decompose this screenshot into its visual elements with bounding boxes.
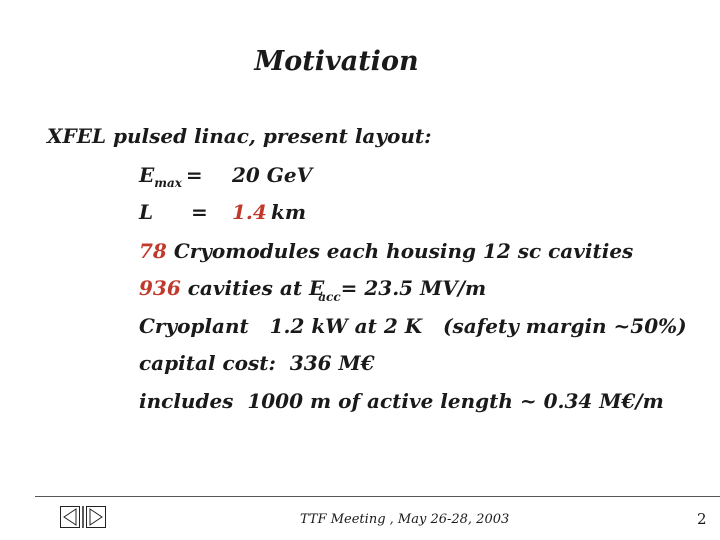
nav-prev-icon[interactable] [61, 507, 80, 528]
emax-equals: = [185, 163, 203, 187]
emax-value: 20 GeV [232, 163, 313, 187]
slide-title: Motivation [254, 46, 419, 77]
footer-meeting-info: TTF Meeting , May 26-28, 2003 [300, 512, 510, 527]
length-line [139, 200, 307, 224]
length-label: L [139, 200, 154, 224]
emax-label: E [139, 163, 155, 187]
cavities-count: 936 [139, 276, 181, 300]
active-length-line: includes 1000 m of active length ~ 0.34 M€/m [139, 389, 664, 413]
nav-next-icon[interactable] [87, 507, 106, 528]
cavities-text: cavities at E [187, 276, 325, 300]
cryomodules-text: Cryomodules each housing 12 sc cavities [173, 239, 634, 263]
emax-subscript: max [154, 176, 182, 190]
cavities-gradient: = 23.5 MV/m [340, 276, 487, 300]
emax-line [139, 163, 313, 190]
cryomodules-count: 78 [139, 239, 167, 263]
cryoplant-line: Cryoplant 1.2 kW at 2 K (safety margin ~50%) [139, 314, 687, 338]
cavities-subscript: acc [318, 290, 341, 304]
page-number: 2 [697, 510, 707, 528]
footer-divider [35, 496, 720, 497]
length-value: 1.4 [232, 200, 267, 224]
cavities-line [139, 276, 487, 304]
cryomodules-line [139, 239, 633, 263]
slide-navigation [60, 506, 106, 529]
slide-subtitle: XFEL pulsed linac, present layout: [47, 124, 432, 148]
length-equals: = [191, 200, 208, 224]
capital-cost-line: capital cost: 336 M€ [139, 351, 375, 375]
length-unit: km [271, 200, 307, 224]
